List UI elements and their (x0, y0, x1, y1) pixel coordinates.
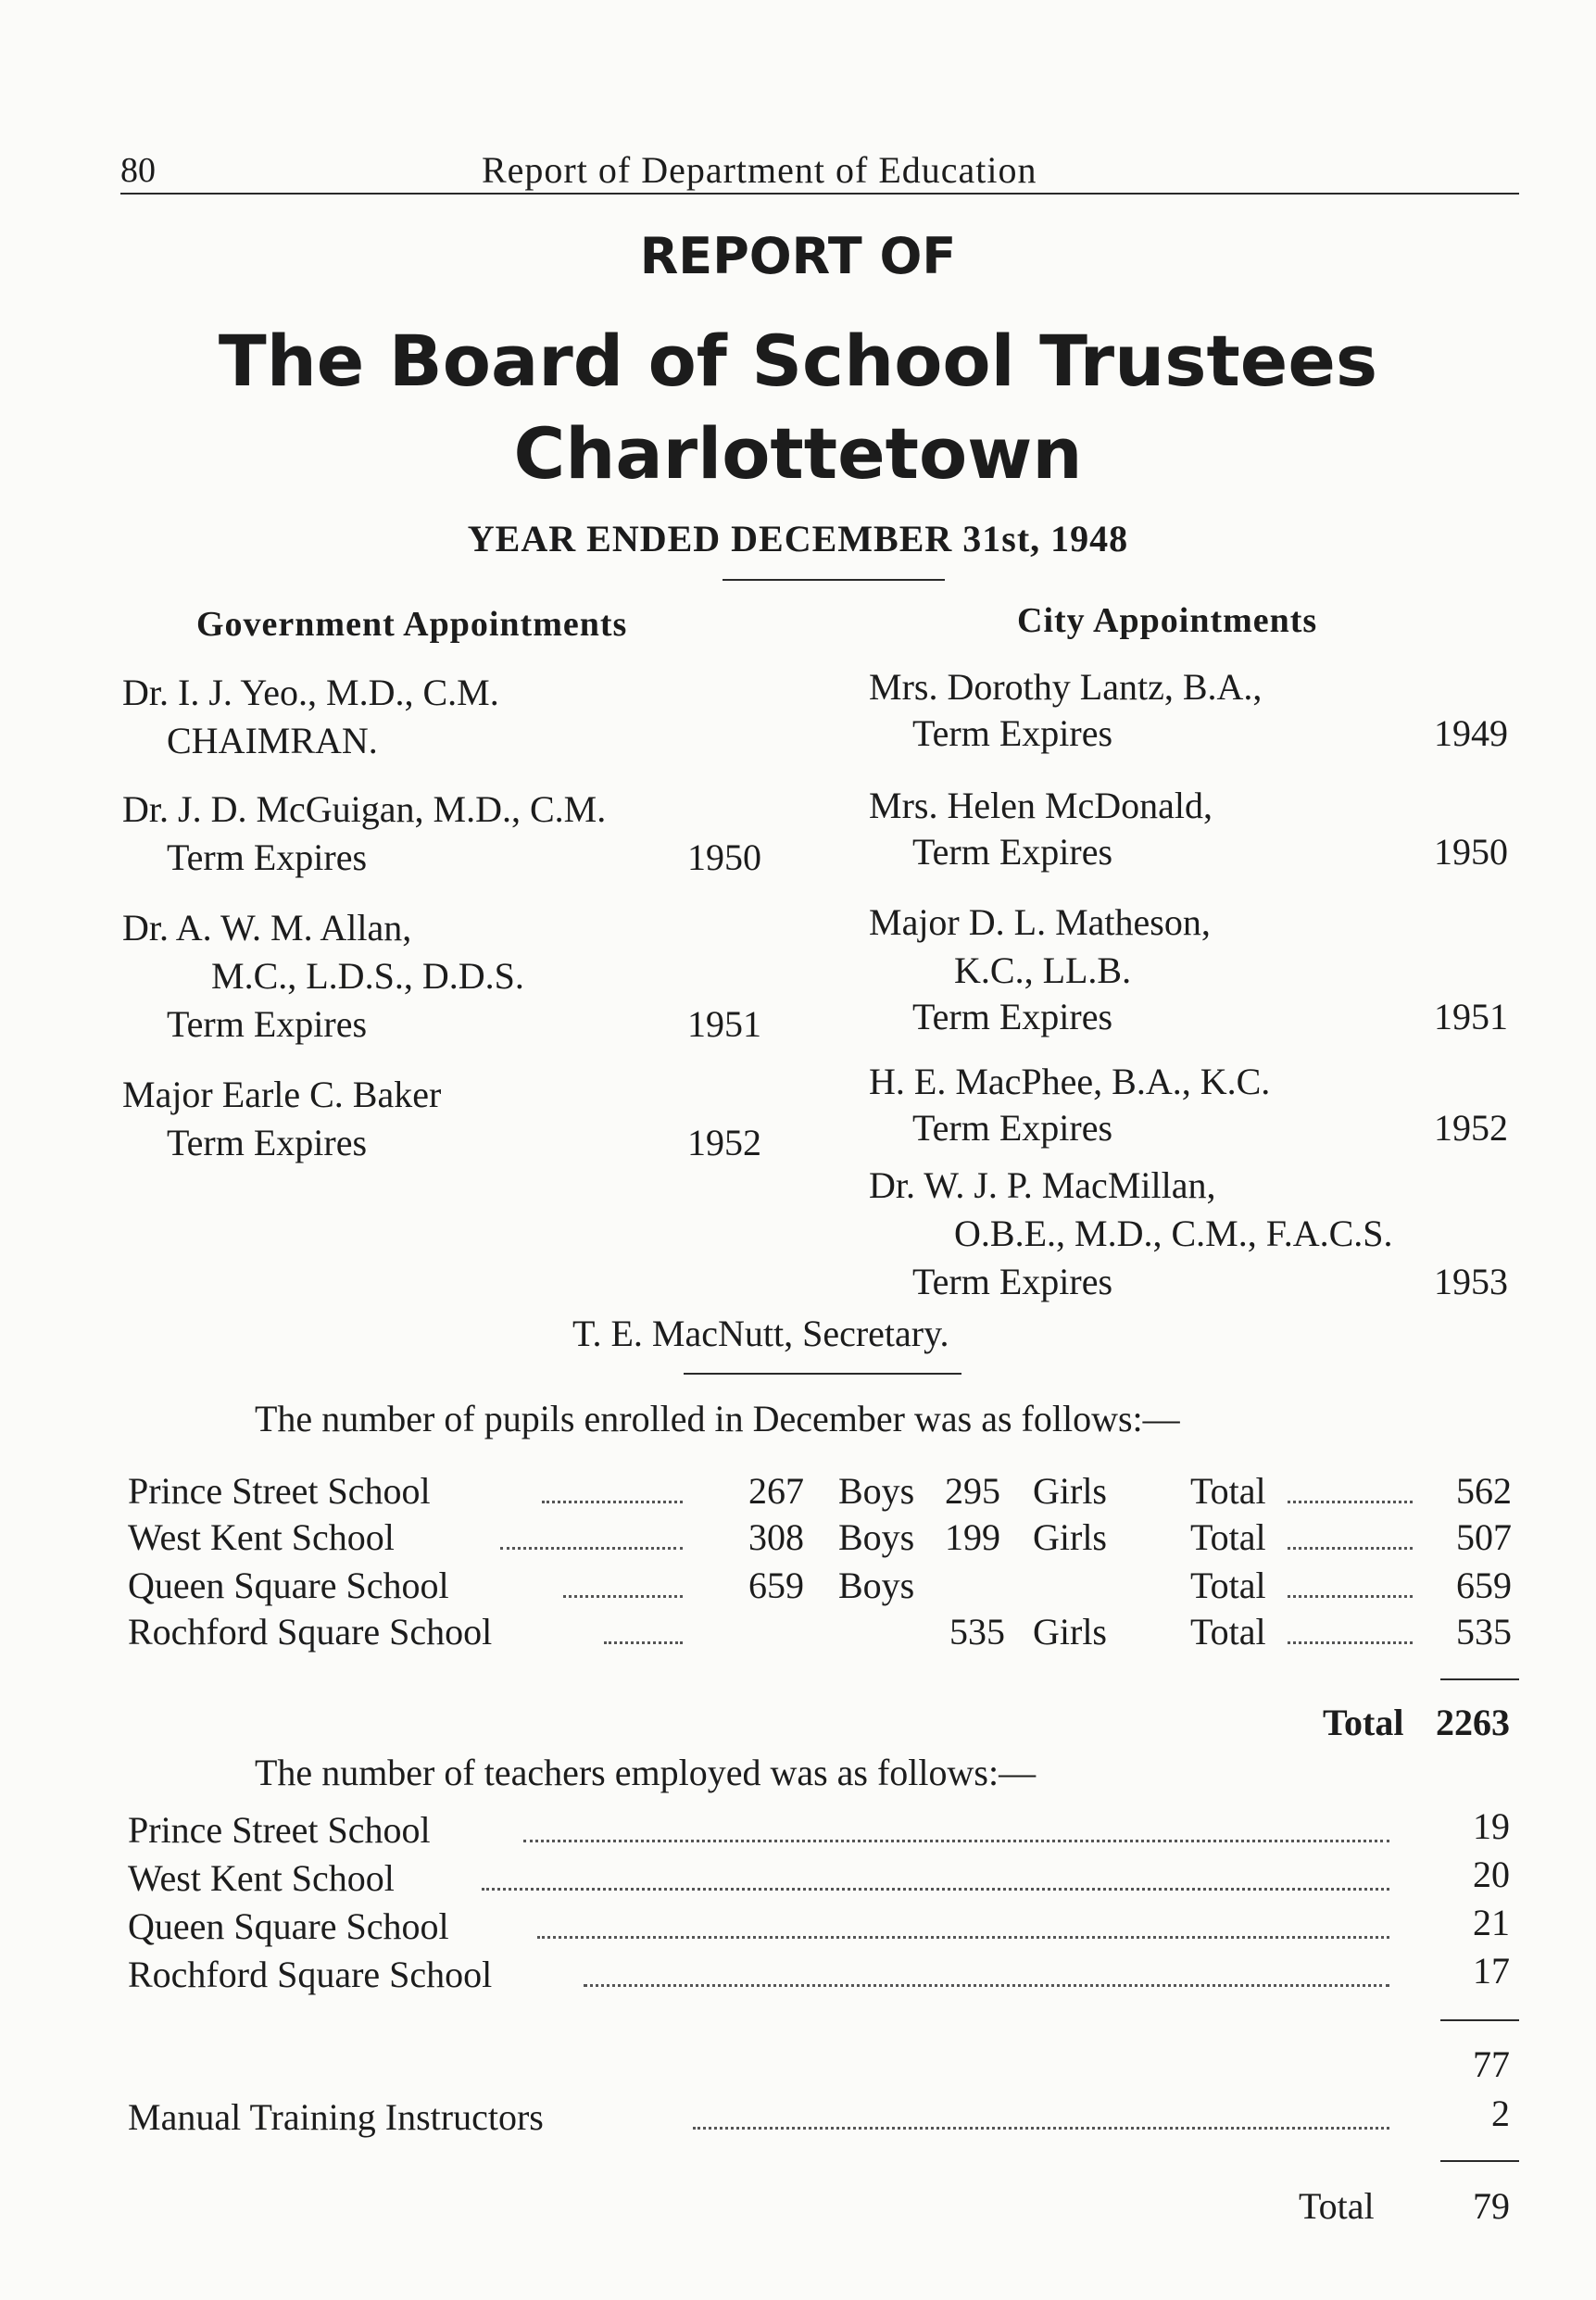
manual-training-label: Manual Training Instructors (128, 2096, 544, 2138)
pupil-boys: 659 (748, 1565, 804, 1606)
teachers-subtotal: 77 (1473, 2043, 1510, 2085)
government-heading: Government Appointments (196, 605, 628, 644)
city-term-label: Term Expires (912, 1107, 1113, 1149)
leader-dots (482, 1888, 1389, 1891)
pupil-total: 562 (1456, 1470, 1512, 1512)
secretary: T. E. MacNutt, Secretary. (572, 1313, 949, 1354)
pupil-girls: 295 (945, 1470, 1000, 1512)
city-heading: City Appointments (1017, 601, 1318, 640)
gov-member-degrees: M.C., L.D.S., D.D.S. (211, 955, 524, 997)
page-number: 80 (120, 151, 156, 190)
gov-member-name: Dr. I. J. Yeo., M.D., C.M. (122, 672, 499, 713)
teachers-total: 79 (1473, 2185, 1510, 2227)
manual-training-count: 2 (1491, 2093, 1510, 2134)
city-term-label: Term Expires (912, 1261, 1113, 1302)
city-member-name: Major D. L. Matheson, (869, 901, 1211, 943)
city-member-name: H. E. MacPhee, B.A., K.C. (869, 1061, 1271, 1102)
city-term-label: Term Expires (912, 996, 1113, 1037)
leader-dots (563, 1595, 683, 1598)
pupils-grand-total-label: Total (1323, 1702, 1404, 1743)
pupil-boys-label: Boys (838, 1470, 915, 1512)
pupil-boys: 308 (748, 1516, 804, 1558)
pupil-girls-label: Girls (1033, 1516, 1107, 1558)
city-member-degrees: K.C., LL.B. (954, 949, 1132, 991)
pupil-total-label: Total (1190, 1565, 1266, 1606)
city-term-year: 1951 (1434, 996, 1508, 1037)
city-title: Charlottetown (513, 412, 1083, 495)
pupil-total-label: Total (1190, 1611, 1266, 1653)
pupil-boys-label: Boys (838, 1565, 915, 1606)
secretary-rule (684, 1373, 961, 1375)
pupil-girls-label: Girls (1033, 1470, 1107, 1512)
leader-dots (1288, 1547, 1413, 1550)
city-member-name: Mrs. Dorothy Lantz, B.A., (869, 666, 1263, 708)
teacher-school: Rochford Square School (128, 1954, 493, 1995)
pupil-school: Prince Street School (128, 1470, 431, 1512)
city-term-year: 1953 (1434, 1261, 1508, 1302)
pupil-total: 659 (1456, 1565, 1512, 1606)
teacher-school: West Kent School (128, 1857, 395, 1899)
city-member-name: Dr. W. J. P. MacMillan, (869, 1164, 1216, 1206)
leader-dots (537, 1936, 1389, 1939)
leader-dots (500, 1547, 683, 1550)
pupil-girls: 199 (945, 1516, 1000, 1558)
leader-dots (542, 1501, 683, 1503)
teacher-count: 20 (1473, 1854, 1510, 1895)
teacher-count: 19 (1473, 1805, 1510, 1847)
pupil-girls: 535 (949, 1611, 1005, 1653)
pupil-boys-label: Boys (838, 1516, 915, 1558)
city-member-name: Mrs. Helen McDonald, (869, 785, 1213, 826)
pupil-total: 507 (1456, 1516, 1512, 1558)
gov-member-name: Dr. J. D. McGuigan, M.D., C.M. (122, 788, 607, 830)
gov-term-label: Term Expires (167, 1122, 368, 1163)
pupils-intro: The number of pupils enrolled in December was as follows:— (255, 1398, 1180, 1439)
pupil-school: Queen Square School (128, 1565, 449, 1606)
pupil-total-label: Total (1190, 1516, 1266, 1558)
gov-term-year: 1950 (687, 836, 761, 878)
city-term-year: 1949 (1434, 712, 1508, 754)
teacher-count: 17 (1473, 1950, 1510, 1992)
teachers-total-label: Total (1299, 2185, 1375, 2227)
year-ended: YEAR ENDED DECEMBER 31st, 1948 (467, 518, 1129, 559)
gov-term-year: 1951 (687, 1003, 761, 1045)
gov-member-name: Dr. A. W. M. Allan, (122, 907, 412, 949)
leader-dots (523, 1840, 1389, 1842)
gov-term-year: 1952 (687, 1122, 761, 1163)
leader-dots (604, 1641, 683, 1644)
gov-term-label: Term Expires (167, 1003, 368, 1045)
city-member-degrees: O.B.E., M.D., C.M., F.A.C.S. (954, 1213, 1393, 1254)
pupil-total-label: Total (1190, 1470, 1266, 1512)
board-title: The Board of School Trustees (218, 320, 1378, 402)
pupil-total: 535 (1456, 1611, 1512, 1653)
gov-term-label: Term Expires (167, 836, 368, 878)
teachers-intro: The number of teachers employed was as follows:— (255, 1752, 1037, 1793)
pupils-sum-rule (1440, 1678, 1519, 1680)
leader-dots (1288, 1641, 1413, 1644)
header-rule (120, 193, 1519, 195)
leader-dots (584, 1984, 1389, 1987)
teacher-school: Queen Square School (128, 1905, 449, 1947)
running-title: Report of Department of Education (482, 149, 1037, 191)
pupil-girls-label: Girls (1033, 1611, 1107, 1653)
pupil-school: Rochford Square School (128, 1611, 493, 1653)
teacher-school: Prince Street School (128, 1809, 431, 1851)
title-rule (723, 579, 945, 581)
pupils-grand-total: 2263 (1436, 1702, 1510, 1743)
city-term-label: Term Expires (912, 831, 1113, 873)
pupil-school: West Kent School (128, 1516, 395, 1558)
leader-dots (693, 2127, 1389, 2130)
teachers-total-rule (1440, 2160, 1519, 2162)
city-term-year: 1950 (1434, 831, 1508, 873)
teacher-count: 21 (1473, 1902, 1510, 1943)
city-term-label: Term Expires (912, 712, 1113, 754)
report-of-heading: REPORT OF (639, 227, 957, 285)
gov-member-name: Major Earle C. Baker (122, 1074, 442, 1115)
pupil-boys: 267 (748, 1470, 804, 1512)
teachers-subtotal-rule (1440, 2019, 1519, 2021)
city-term-year: 1952 (1434, 1107, 1508, 1149)
leader-dots (1288, 1595, 1413, 1598)
gov-member-role: CHAIMRAN. (167, 720, 378, 761)
leader-dots (1288, 1501, 1413, 1503)
